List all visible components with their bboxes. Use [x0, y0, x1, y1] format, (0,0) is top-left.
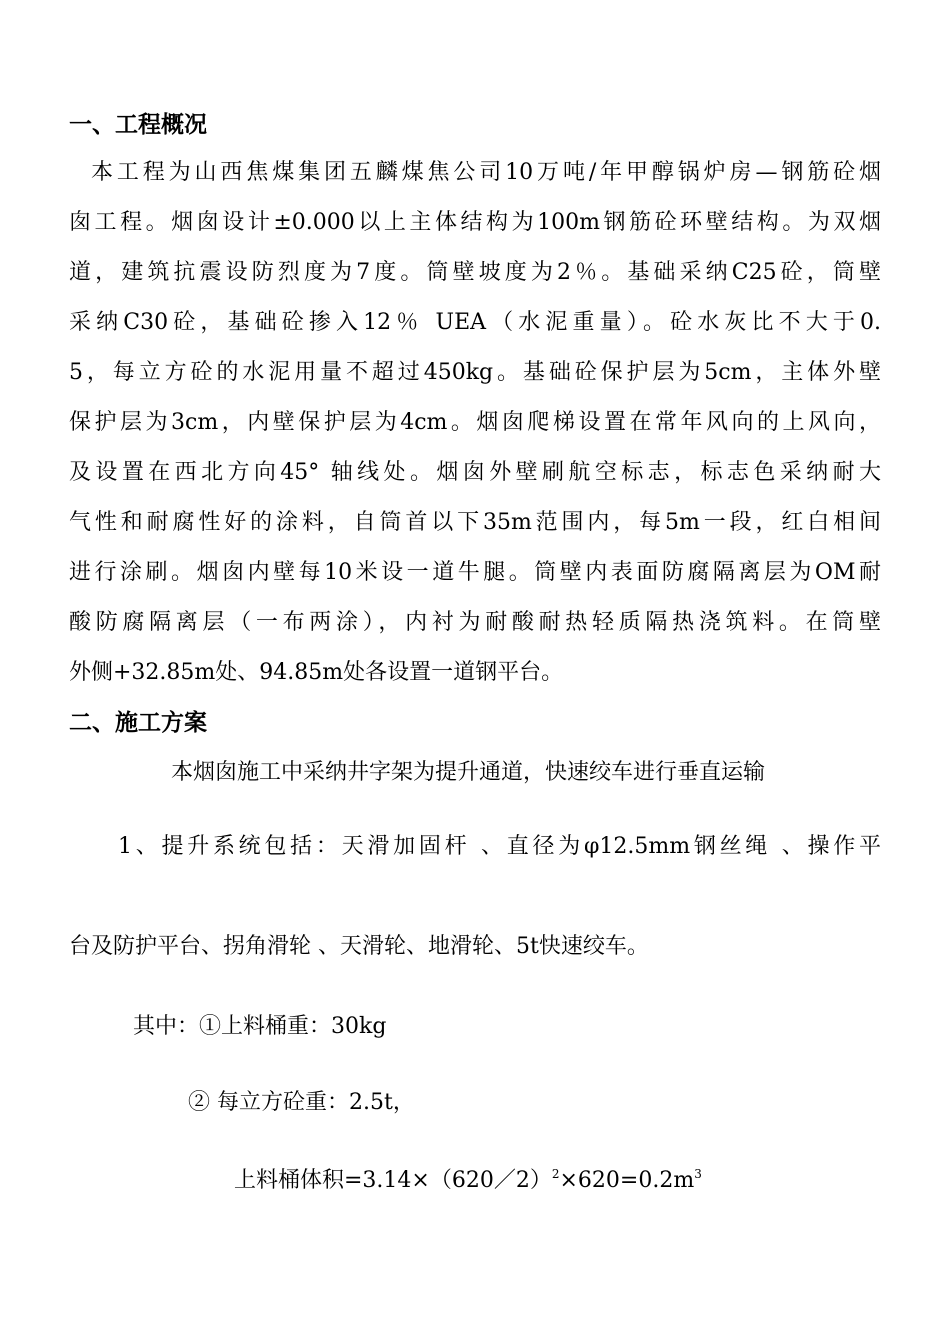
- concrete-weight-note: ② 每立方砼重：2.5t，: [188, 1090, 415, 1115]
- bucket-volume-formula: [234, 1166, 702, 1196]
- formula-rest-text: ×620=0.2m: [559, 1168, 695, 1193]
- paragraph-line: 采纳C30砼，基础砼掺入12％ UEA（水泥重量）。砼水灰比不大于0.: [69, 310, 881, 335]
- paragraph-line: 及设置在西北方向45° 轴线处。烟囱外壁刷航空标志，标志色采纳耐大: [69, 460, 881, 485]
- paragraph-line: 保护层为3cm，内壁保护层为4cm。烟囱爬梯设置在常年风向的上风向，: [69, 410, 881, 435]
- paragraph-line: 气性和耐腐性好的涂料，自筒首以下35m范围内，每5m一段，红白相间: [69, 510, 881, 535]
- section-2-heading: 二、施工方案: [69, 710, 207, 736]
- bucket-weight-note: 其中：①上料桶重：30kg: [133, 1014, 387, 1039]
- formula-exponent-2: 2: [551, 1167, 560, 1181]
- paragraph-line: 本工程为山西焦煤集团五麟煤焦公司10万吨/年甲醇锅炉房—钢筋砼烟: [91, 160, 881, 185]
- paragraph-line: 进行涂刷。烟囱内壁每10米设一道牛腿。筒壁内表面防腐隔离层为OM耐: [69, 560, 881, 585]
- section-1-heading: 一、工程概况: [69, 112, 207, 138]
- hoist-system-item-continued: 台及防护平台、拐角滑轮 、天滑轮、地滑轮、5t快速绞车。: [69, 934, 649, 959]
- paragraph-line: 5，每立方砼的水泥用量不超过450kg。基础砼保护层为5cm，主体外壁: [69, 360, 881, 385]
- formula-exponent-3: 3: [694, 1167, 702, 1181]
- paragraph-line: 酸防腐隔离层（一布两涂），内衬为耐酸耐热轻质隔热浇筑料。在筒壁: [69, 610, 881, 635]
- paragraph-line: 囱工程。烟囱设计±0.000以上主体结构为100m钢筋砼环壁结构。为双烟: [69, 210, 881, 235]
- section-2-intro: 本烟囱施工中采纳井字架为提升通道，快速绞车进行垂直运输: [171, 760, 766, 785]
- hoist-system-item: 1、提升系统包括：天滑加固杆 、直径为φ12.5mm钢丝绳 、操作平: [118, 834, 881, 859]
- paragraph-line: 外侧+32.85m处、94.85m处各设置一道钢平台。: [69, 660, 564, 685]
- paragraph-line: 道，建筑抗震设防烈度为7度。筒壁坡度为2％。基础采纳C25砼，筒壁: [69, 260, 881, 285]
- section-1-paragraph: [69, 148, 881, 698]
- formula-main-text: 上料桶体积=3.14×（620／2）: [234, 1168, 552, 1193]
